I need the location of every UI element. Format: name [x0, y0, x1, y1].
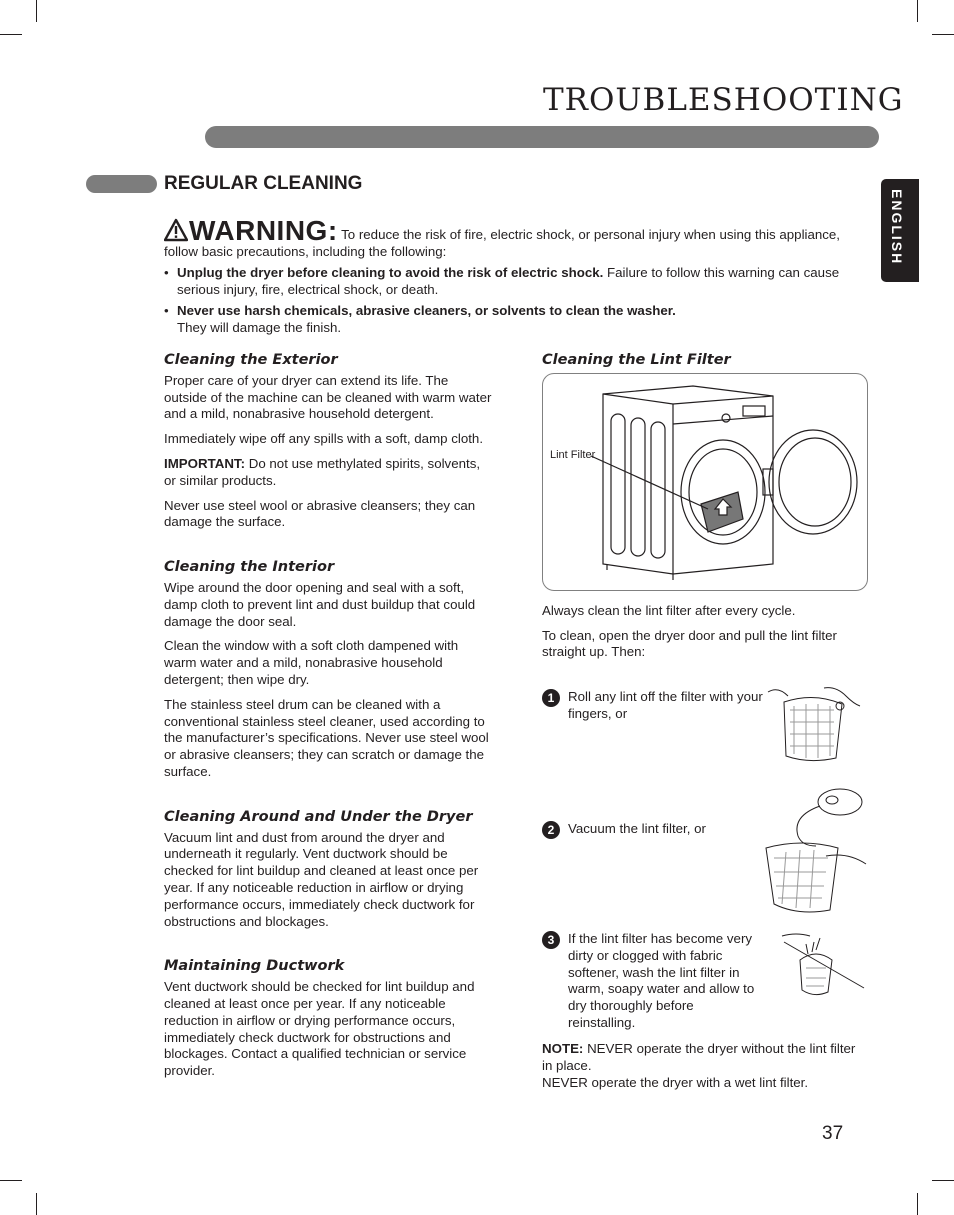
note-label: NOTE:: [542, 1041, 584, 1056]
important-label: IMPORTANT:: [164, 455, 246, 471]
warning-triangle-icon: [164, 218, 188, 242]
exterior-p4: Never use steel wool or abrasive cleansers; they can damage the surface.: [164, 497, 476, 530]
step-number: 3: [542, 931, 560, 949]
dryer-figure: [542, 373, 868, 591]
language-tab-label: ENGLISH: [889, 189, 905, 266]
exterior-heading: Cleaning the Exterior: [164, 352, 338, 368]
left-column: [164, 352, 494, 1088]
note-block: [542, 1041, 868, 1091]
step-number: 2: [542, 821, 560, 839]
interior-p2: Clean the window with a soft cloth dampened with warm water and a mild, nonabrasive household detergent; then wipe dry.: [164, 638, 459, 687]
interior-heading: Cleaning the Interior: [164, 559, 335, 576]
warning-block: [164, 215, 864, 340]
crop-mark: [0, 1180, 22, 1181]
exterior-p2: Immediately wipe off any spills with a soft, damp cloth.: [164, 431, 484, 447]
page-number: 37: [822, 1123, 844, 1144]
dryer-illustration: [543, 374, 869, 592]
step-text: Vacuum the lint filter, or: [568, 821, 706, 836]
warning-bullet: [164, 264, 864, 298]
warning-bullets: [164, 264, 864, 336]
warning-label: WARNING:: [189, 215, 338, 246]
step-3: [542, 931, 763, 1032]
crop-mark: [36, 0, 37, 22]
warning-intro: To reduce the risk of fire, electric shock, or personal injury when using this appliance, follow basic precautions, including the following:: [164, 227, 841, 259]
lint-filter-callout: Lint Filter: [550, 448, 596, 461]
crop-mark: [917, 0, 918, 22]
exterior-p3: [164, 456, 494, 490]
crop-mark: [0, 34, 22, 35]
exterior-p3-text: Do not use methylated spirits, solvents, or similar products.: [164, 455, 481, 488]
language-tab: [881, 179, 919, 282]
wash-filter-illustration: [780, 930, 866, 1000]
section-pill: [86, 175, 157, 193]
exterior-p1: Proper care of your dryer can extend its life. The outside of the machine can be cleaned with warm water and a mild, nonabrasive household detergent.: [164, 372, 492, 422]
interior-p3: The stainless steel drum can be cleaned with a conventional stainless steel cleaner, used according to the manufacturer’s specifications. Never use steel wool or abrasive cleansers; they can scratch or damage the surface.: [164, 696, 489, 779]
lint-p1: Always clean the lint filter after every cycle.: [542, 602, 796, 618]
note-text-2: NEVER operate the dryer with a wet lint filter.: [542, 1074, 809, 1090]
lint-p2: To clean, open the dryer door and pull the lint filter straight up. Then:: [542, 627, 837, 660]
title-bar: [205, 126, 879, 148]
page-title: TROUBLESHOOTING: [543, 82, 904, 118]
step-1: [542, 689, 763, 723]
around-heading: Cleaning Around and Under the Dryer: [164, 808, 473, 825]
warning-bullet-text: They will damage the finish.: [177, 320, 342, 335]
crop-mark: [36, 1193, 37, 1215]
step-text: If the lint filter has become very dirty or clogged with fabric softener, wash the lint filter in warm, soapy water and allow to dry thoroughly before reinstalling.: [568, 931, 755, 1030]
step-number: 1: [542, 689, 560, 707]
warning-bullet-bold: Never use harsh chemicals, abrasive cleaners, or solvents to clean the washer.: [177, 303, 676, 318]
note-text-1: NEVER operate the dryer without the lint filter in place.: [542, 1041, 856, 1073]
right-column: [542, 352, 868, 669]
interior-p1: Wipe around the door opening and seal with a soft, damp cloth to prevent lint and dust buildup that could damage the door seal.: [164, 579, 476, 629]
warning-bullet-bold: Unplug the dryer before cleaning to avoid the risk of electric shock.: [177, 265, 604, 280]
crop-mark: [917, 1193, 918, 1215]
lint-filter-heading: Cleaning the Lint Filter: [542, 352, 731, 368]
step-text: Roll any lint off the filter with your fingers, or: [568, 689, 763, 721]
around-p1: Vacuum lint and dust from around the dryer and underneath it regularly. Vent ductwork should be checked for lint buildup and cleaned at least once per year. If any noticeable reduction in airflow or drying performance occurs, immediately check ductwork for obstructions and blockages.: [164, 829, 479, 929]
ductwork-p1: Vent ductwork should be checked for lint buildup and cleaned at least once per year. If any noticeable reduction in airflow or drying performance occurs, immediately check ductwork for obstructions and blockages. Contact a qualified technician or service provider.: [164, 979, 475, 1079]
section-title: REGULAR CLEANING: [164, 173, 363, 194]
warning-bullet-text: Failure to follow this warning can cause serious injury, fire, electrical shock, or death.: [177, 265, 840, 297]
vacuum-illustration: [762, 786, 868, 916]
roll-lint-illustration: [764, 682, 866, 764]
ductwork-heading: Maintaining Ductwork: [164, 958, 345, 975]
crop-mark: [932, 34, 954, 35]
crop-mark: [932, 1180, 954, 1181]
step-2: [542, 821, 763, 838]
warning-bullet: [164, 302, 864, 336]
